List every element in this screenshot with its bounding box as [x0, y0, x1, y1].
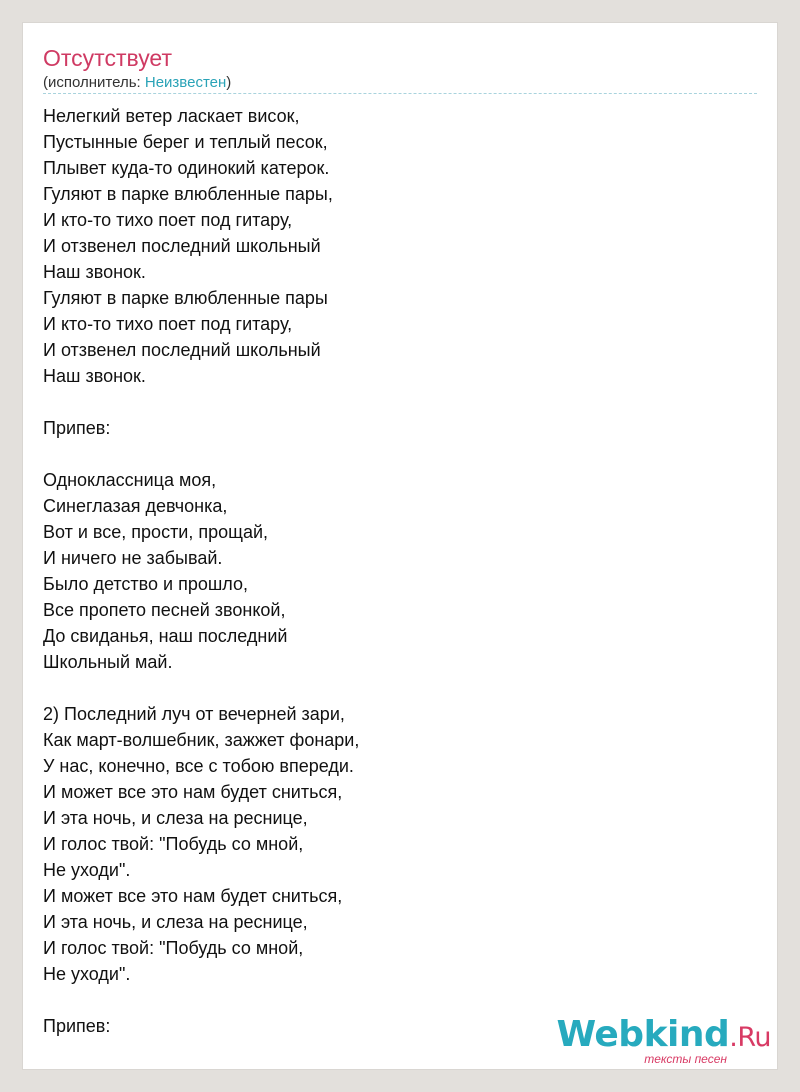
byline-prefix: (исполнитель:	[43, 74, 145, 91]
artist-byline	[43, 73, 231, 93]
title-divider	[43, 93, 757, 94]
logo-brand: Webkind	[556, 1014, 730, 1055]
song-title: Отсутствует	[43, 45, 172, 71]
logo-tagline: тексты песен	[644, 1052, 727, 1066]
logo-tld: .Ru	[729, 1022, 771, 1053]
artist-link[interactable]: Неизвестен	[144, 74, 227, 91]
lyrics-card	[22, 22, 778, 1070]
webkind-logo[interactable]	[556, 1014, 771, 1066]
byline-suffix: )	[226, 74, 232, 91]
lyrics-text: Нелегкий ветер ласкает висок, Пустынные берег и теплый песок, Плывет куда-то одинокий катерок. Гуляют в парке влюбленные пары, И кто-то тихо поет под гитару, И отзвенел последний школьный Наш звонок. Гуляют в парке влюбленные пары И кто-то тихо поет под гитару, И отзвенел последний школьный Наш звонок. Припев: Одноклассница моя, Синеглазая девчонка, Вот и все, прости, прощай, И ничего не забывай. Было детство и прошло, Все пропето песней звонкой, До свиданья, наш последний Школьный май. 2) Последний луч от вечерней зари, Как март-волшебник, зажжет фонари, У нас, конечно, все с тобою впереди. И может все это нам будет сниться, И эта ночь, и слеза на реснице, И голос твой: "Побудь со мной, Не уходи". И может все это нам будет сниться, И эта ночь, и слеза на реснице, И голос твой: "Побудь со мной, Не уходи". Припев:	[43, 106, 360, 1036]
logo-wordmark	[556, 1014, 771, 1056]
